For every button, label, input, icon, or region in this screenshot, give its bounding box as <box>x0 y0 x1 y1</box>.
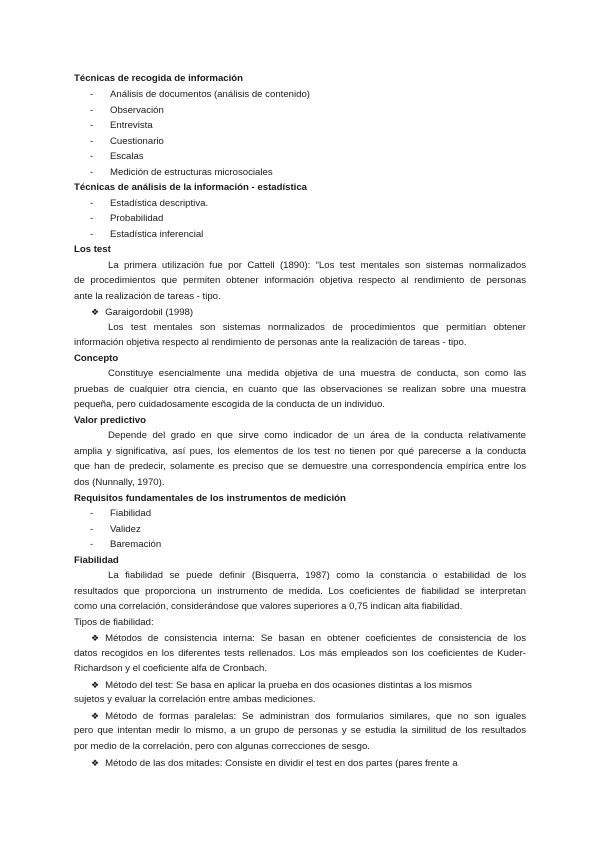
paragraph-line: que han de predecir, solamente es preciso que se demuestre una correspondencia empírica entre los <box>74 461 526 472</box>
paragraph-line: pruebas de cualquier otra ciencia, en cuanto que las observaciones se realizan sobre una muestra <box>74 384 526 395</box>
diamond-bullet-icon: ❖ <box>91 307 100 317</box>
diamond-bullet-icon: ❖ <box>91 680 100 690</box>
paragraph-line: pequeña, pero cuidadosamente escogida de la conducta de un individuo. <box>74 399 385 410</box>
paragraph-line: Depende del grado en que sirve como indicador de un área de la conducta relativamente <box>108 430 526 441</box>
heading-tecnicas-recogida: Técnicas de recogida de información <box>74 73 244 84</box>
paragraph-line: Los test mentales son sistemas normalizados de procedimientos que permitían obtener <box>108 322 526 333</box>
bullet-item: ❖ Métodos de consistencia interna: Se basan en obtener coeficientes de consistencia de los <box>91 633 526 644</box>
paragraph-line: como una correlación, considerándose que valores superiores a 0,75 indican alta fiabilidad. <box>74 601 463 612</box>
heading-concepto: Concepto <box>74 353 119 364</box>
bullet-item: ❖ Método del test: Se basa en aplicar la prueba en dos ocasiones distintas a los mismos <box>91 680 472 691</box>
heading-valor-predictivo: Valor predictivo <box>74 415 146 426</box>
heading-tecnicas-analisis: Técnicas de análisis de la información - estadística <box>74 182 308 193</box>
diamond-bullet-icon: ❖ <box>91 758 100 768</box>
paragraph-line: dos (Nunnally, 1970). <box>74 477 165 488</box>
paragraph-line: sujetos y evaluar la correlación entre ambas mediciones. <box>74 694 316 705</box>
heading-los-test: Los test <box>74 244 111 255</box>
document-page: Técnicas de recogida de información - Análisis de documentos (análisis de contenido) - Observación - Entrevista - Cuestionario - Escalas - Medición de estructuras microsociales Técnicas de análisis de la información - estadística - Estadística descriptiva. - Probabilidad - Estadística inferencial Los test La primera utilización fue por Cattell (1890): “Los test mentales son sistemas normalizados de procedimientos que permiten obtener información objetiva respecto al rendimiento de personas ante la realización de tareas - tipo. ❖ Garaigordobil (1998) Los test mentales son sistemas normalizados de procedimientos que permitían obtener información objetiva respecto al rendimiento de personas ante la realización de tareas - tipo. Concepto Constituye esencialmente una medida objetiva de una muestra de conducta, son como las pruebas de cualquier otra ciencia, en cuanto que las observaciones se realizan sobre una muestra pequeña, pero cuidadosamente escogida de la conducta de un individuo. Valor predictivo Depende del grado en que sirve como indicador de un área de la conducta relativamente amplia y significativa, así pues, los elementos de los test no tienen por qué parecerse a la conducta que han de predecir, solamente es preciso que se demuestre una correspondencia empírica entre los dos (Nunnally, 1970). Requisitos fundamentales de los instrumentos de medición - Fiabilidad - Validez - Baremación Fiabilidad La fiabilidad se puede definir (Bisquerra, 1987) como la constancia o estabilidad de los resultados que proporciona un instrumento de medida. Los coeficientes de fiabilidad se interpretan como una correlación, considerándose que valores superiores a 0,75 indican alta fiabilidad. Tipos de fiabilidad: ❖ Métodos de consistencia interna: Se basan en obtener coeficientes de consistencia de los datos recogidos en los diferentes tests rellenados. Los más empleados son los coeficientes de Kuder- Richardson y el coeficiente alfa de Cronbach. ❖ Método del test: Se basa en aplicar la prueba en dos ocasiones distintas a los mismos sujetos y evaluar la correlación entre ambas mediciones. ❖ Método de formas paralelas: Se administran dos formularios similares, que no son iguales pero que intentan medir lo mismo, a un grupo de personas y se estudia la similitud de los resultados por medio de la correlación, pero con algunas correcciones de sesgo. ❖ Método de las dos mitades: Consiste en dividir el test en dos partes (pares frente a <box>0 0 600 848</box>
bullet-item: ❖ Método de las dos mitades: Consiste en dividir el test en dos partes (pares frente a <box>91 758 458 769</box>
bullet-item: ❖ Garaigordobil (1998) <box>91 307 194 318</box>
paragraph-line: La primera utilización fue por Cattell (1890): “Los test mentales son sistemas normalizados <box>108 260 526 271</box>
paragraph-line: ante la realización de tareas - tipo. <box>74 291 221 302</box>
paragraph-line: por medio de la correlación, pero con algunas correcciones de sesgo. <box>74 741 370 752</box>
paragraph-line: Constituye esencialmente una medida objetiva de una muestra de conducta, son como las <box>108 368 526 379</box>
diamond-bullet-icon: ❖ <box>91 711 100 721</box>
paragraph-line: de procedimientos que permiten obtener información objetiva respecto al rendimiento de personas <box>74 275 526 286</box>
bullet-item: ❖ Método de formas paralelas: Se administran dos formularios similares, que no son iguales <box>91 711 526 722</box>
subheading-tipos: Tipos de fiabilidad: <box>74 617 154 628</box>
heading-requisitos: Requisitos fundamentales de los instrumentos de medición <box>74 493 346 504</box>
paragraph-line: Richardson y el coeficiente alfa de Cronbach. <box>74 663 268 674</box>
diamond-bullet-icon: ❖ <box>91 633 100 643</box>
paragraph-line: resultados que proporciona un instrumento de medida. Los coeficientes de fiabilidad se interpretan <box>74 586 526 597</box>
paragraph-line: amplia y significativa, así pues, los elementos de los test no tienen por qué parecerse a la conducta <box>74 446 526 457</box>
paragraph-line: información objetiva respecto al rendimiento de personas ante la realización de tareas - tipo. <box>74 337 467 348</box>
heading-fiabilidad: Fiabilidad <box>74 555 119 566</box>
paragraph-line: datos recogidos en los diferentes tests rellenados. Los más empleados son los coeficientes de Kuder- <box>74 648 526 659</box>
paragraph-line: La fiabilidad se puede definir (Bisquerra, 1987) como la constancia o estabilidad de los <box>108 570 526 581</box>
paragraph-line: pero que intentan medir lo mismo, a un grupo de personas y se estudia la similitud de los resultados <box>74 725 526 736</box>
